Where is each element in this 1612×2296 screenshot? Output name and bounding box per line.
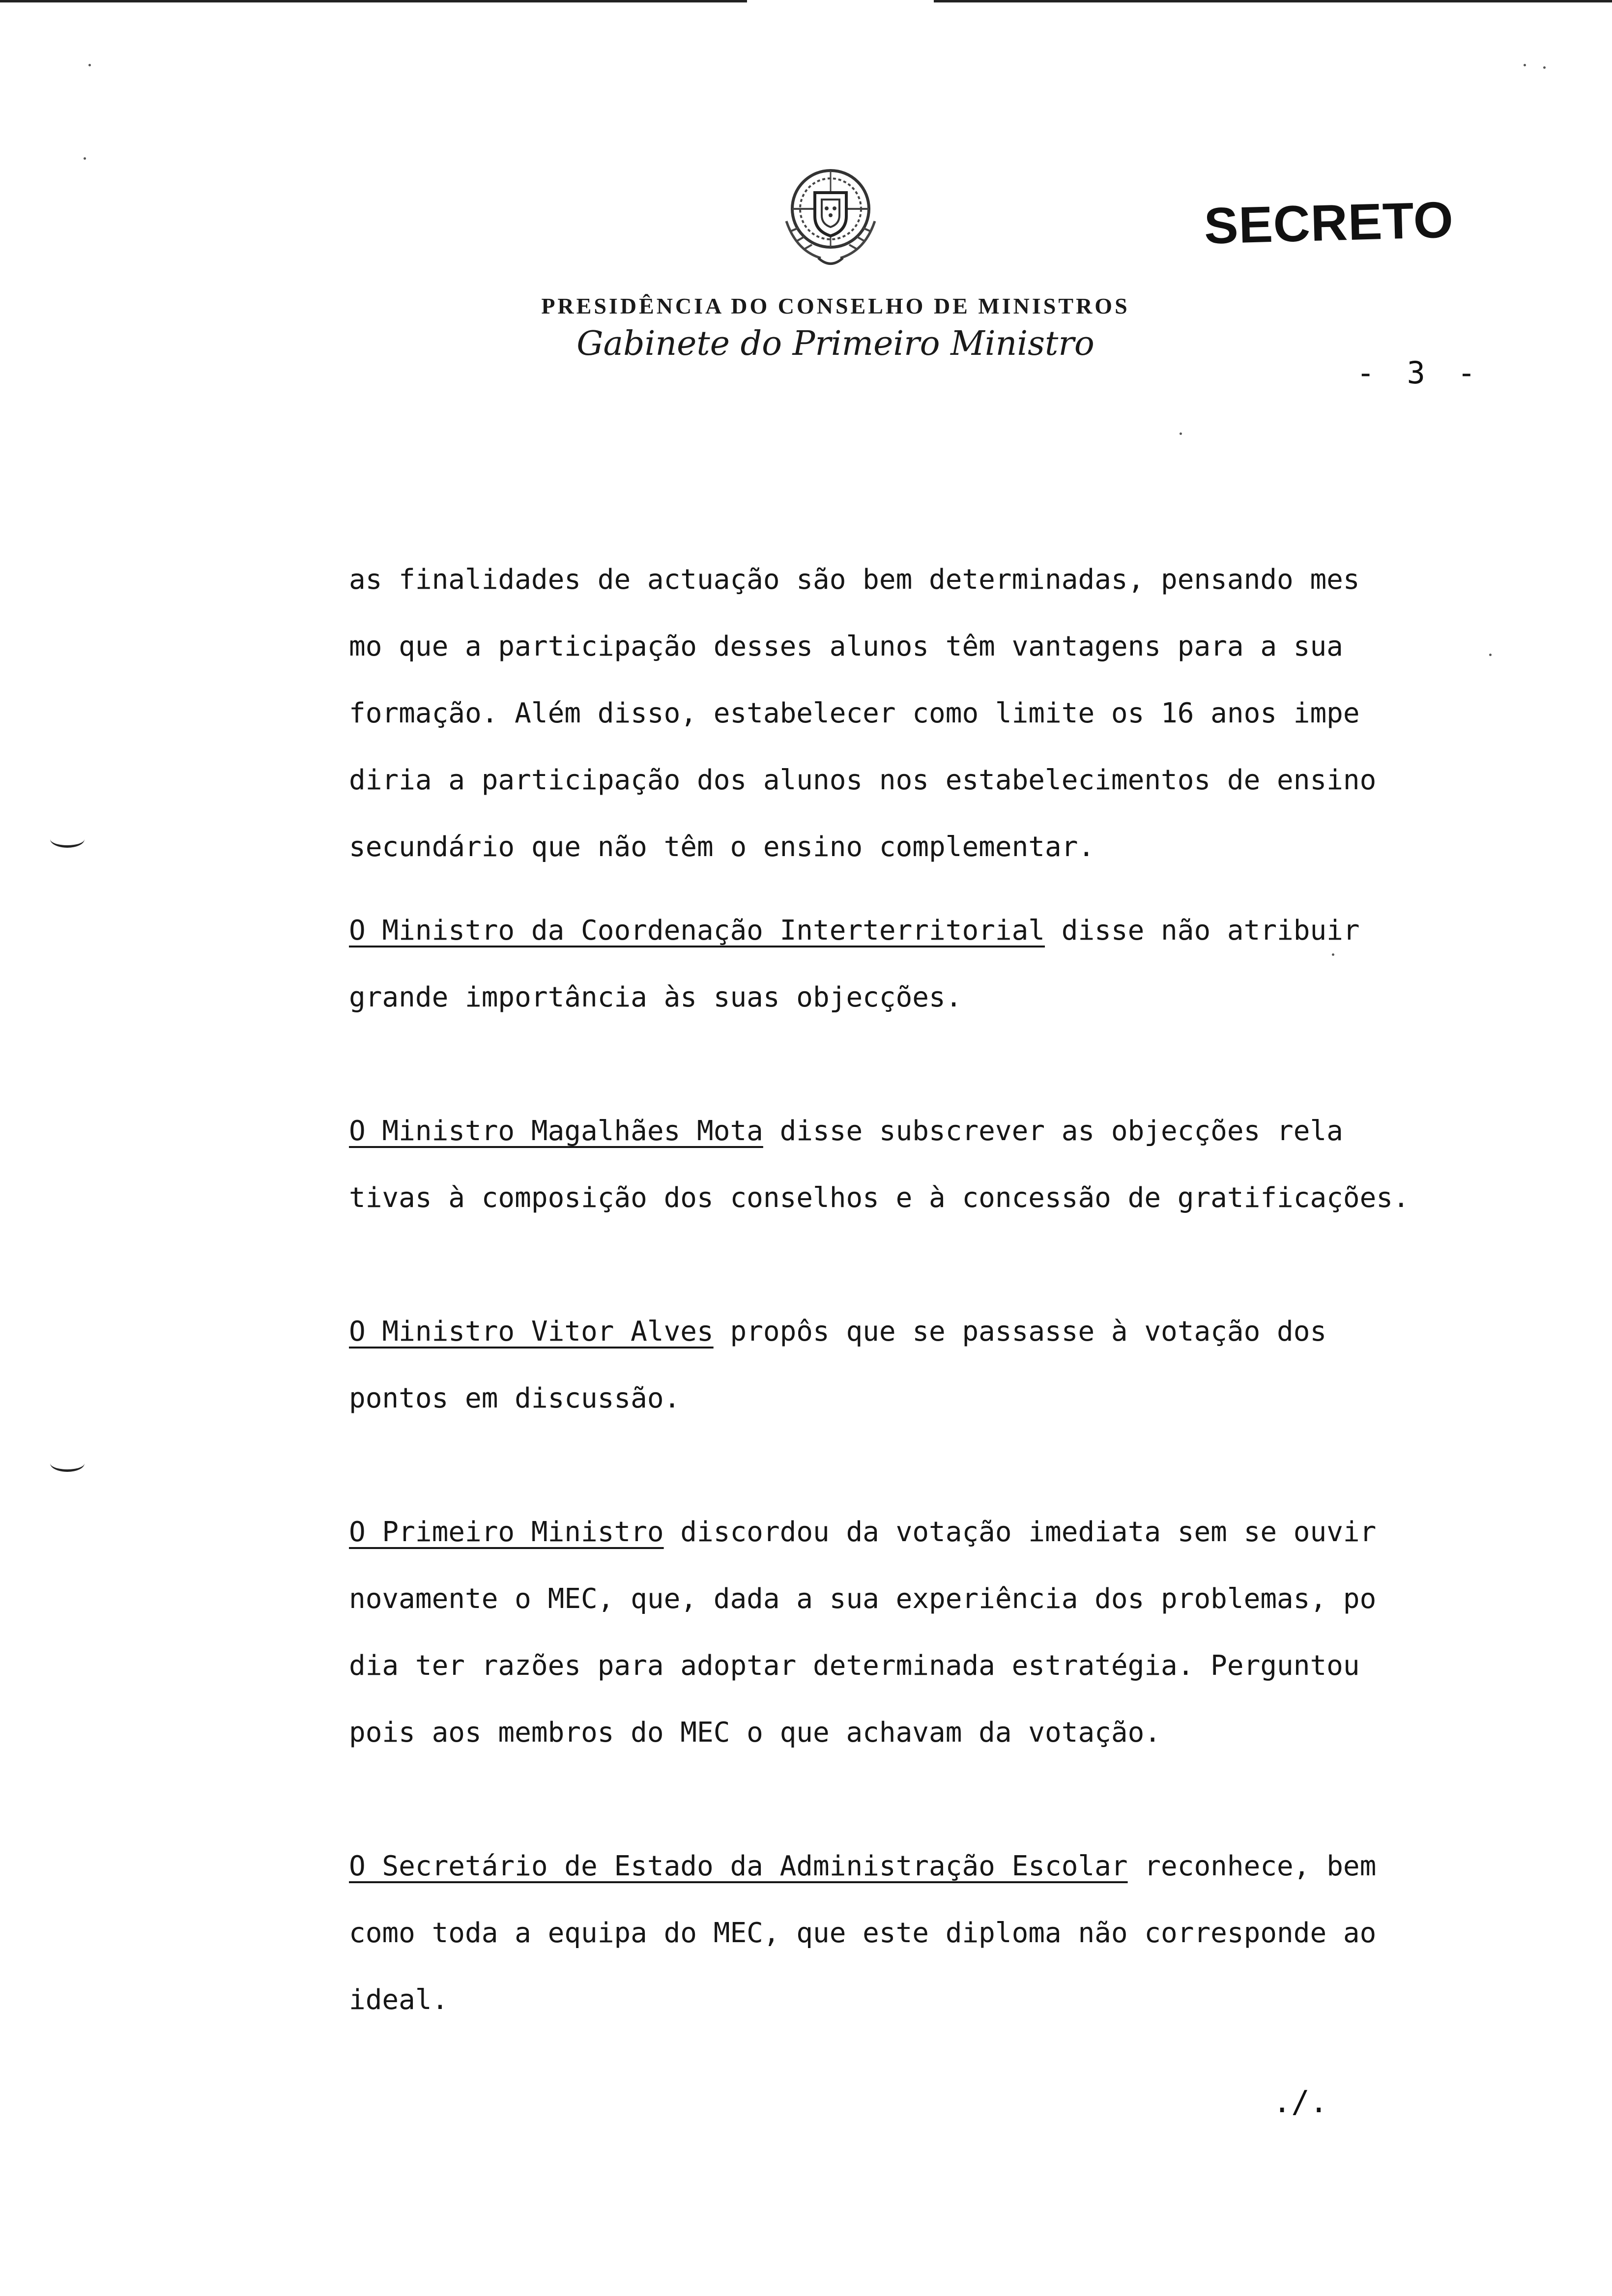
text-line [349,1833,1504,1900]
text-line: grande importância às suas objecções. [349,981,962,1013]
text-line: pontos em discussão. [349,1382,681,1414]
coat-of-arms-icon [772,157,890,275]
scan-dot [88,64,91,66]
text-fragment: disse não atribuir [1045,915,1360,947]
text-fragment: reconhece, bem [1127,1850,1377,1882]
text-fragment: discordou da votação imediata sem se ouvir [663,1516,1377,1548]
continuation-mark: ./. [1273,2084,1328,2120]
text-line: as finalidades de actuação são bem determinadas, pensando mes [349,564,1360,596]
paragraph [349,1499,1504,1766]
paragraph [349,546,1504,881]
speaker-name: O Ministro Vitor Alves [349,1316,714,1348]
text-line: mo que a participação desses alunos têm vantagens para a sua [349,631,1343,662]
scan-dot [1524,64,1526,66]
text-line: pois aos membros do MEC o que achavam da votação. [349,1717,1161,1749]
text-line: como toda a equipa do MEC, que este diploma não corresponde ao [349,1917,1377,1949]
text-fragment: disse subscrever as objecções rela [763,1115,1343,1147]
top-border-gap [747,0,934,3]
text-line: secundário que não têm o ensino complementar. [349,831,1095,863]
paragraph [349,1298,1504,1432]
scan-mark [50,831,85,848]
minutes-body [349,546,1504,2034]
text-line: formação. Além disso, estabelecer como limite os 16 anos impe [349,697,1360,729]
text-fragment: propôs que se passasse à votação dos [713,1316,1327,1348]
paragraph [349,897,1504,1031]
cabinet-subtitle: Gabinete do Primeiro Ministro [576,324,1094,363]
paragraph [349,1098,1504,1232]
speaker-name: O Secretário de Estado da Administração Escolar [349,1850,1128,1882]
page-number: - 3 - [1356,355,1483,391]
text-line [349,1098,1504,1165]
text-line: novamente o MEC, que, dada a sua experiência dos problemas, po [349,1583,1377,1615]
text-line [349,897,1504,964]
text-line: dia ter razões para adoptar determinada estratégia. Perguntou [349,1650,1360,1682]
scan-mark [50,1455,85,1472]
speaker-name: O Ministro da Coordenação Interterritorial [349,915,1045,947]
text-line: tivas à composição dos conselhos e à concessão de gratificações. [349,1182,1410,1214]
paragraph [349,1833,1504,2034]
text-line: diria a participação dos alunos nos estabelecimentos de ensino [349,764,1377,796]
text-line: ideal. [349,1984,449,2016]
scan-dot [1543,66,1546,69]
text-line [349,1499,1504,1566]
classification-stamp: SECRETO [1203,191,1455,255]
speaker-name: O Ministro Magalhães Mota [349,1115,763,1147]
issuing-authority-title: PRESIDÊNCIA DO CONSELHO DE MINISTROS [541,293,1130,318]
scan-dot [84,157,86,160]
scan-dot [1180,432,1182,435]
text-line [349,1298,1504,1365]
speaker-name: O Primeiro Ministro [349,1516,664,1548]
